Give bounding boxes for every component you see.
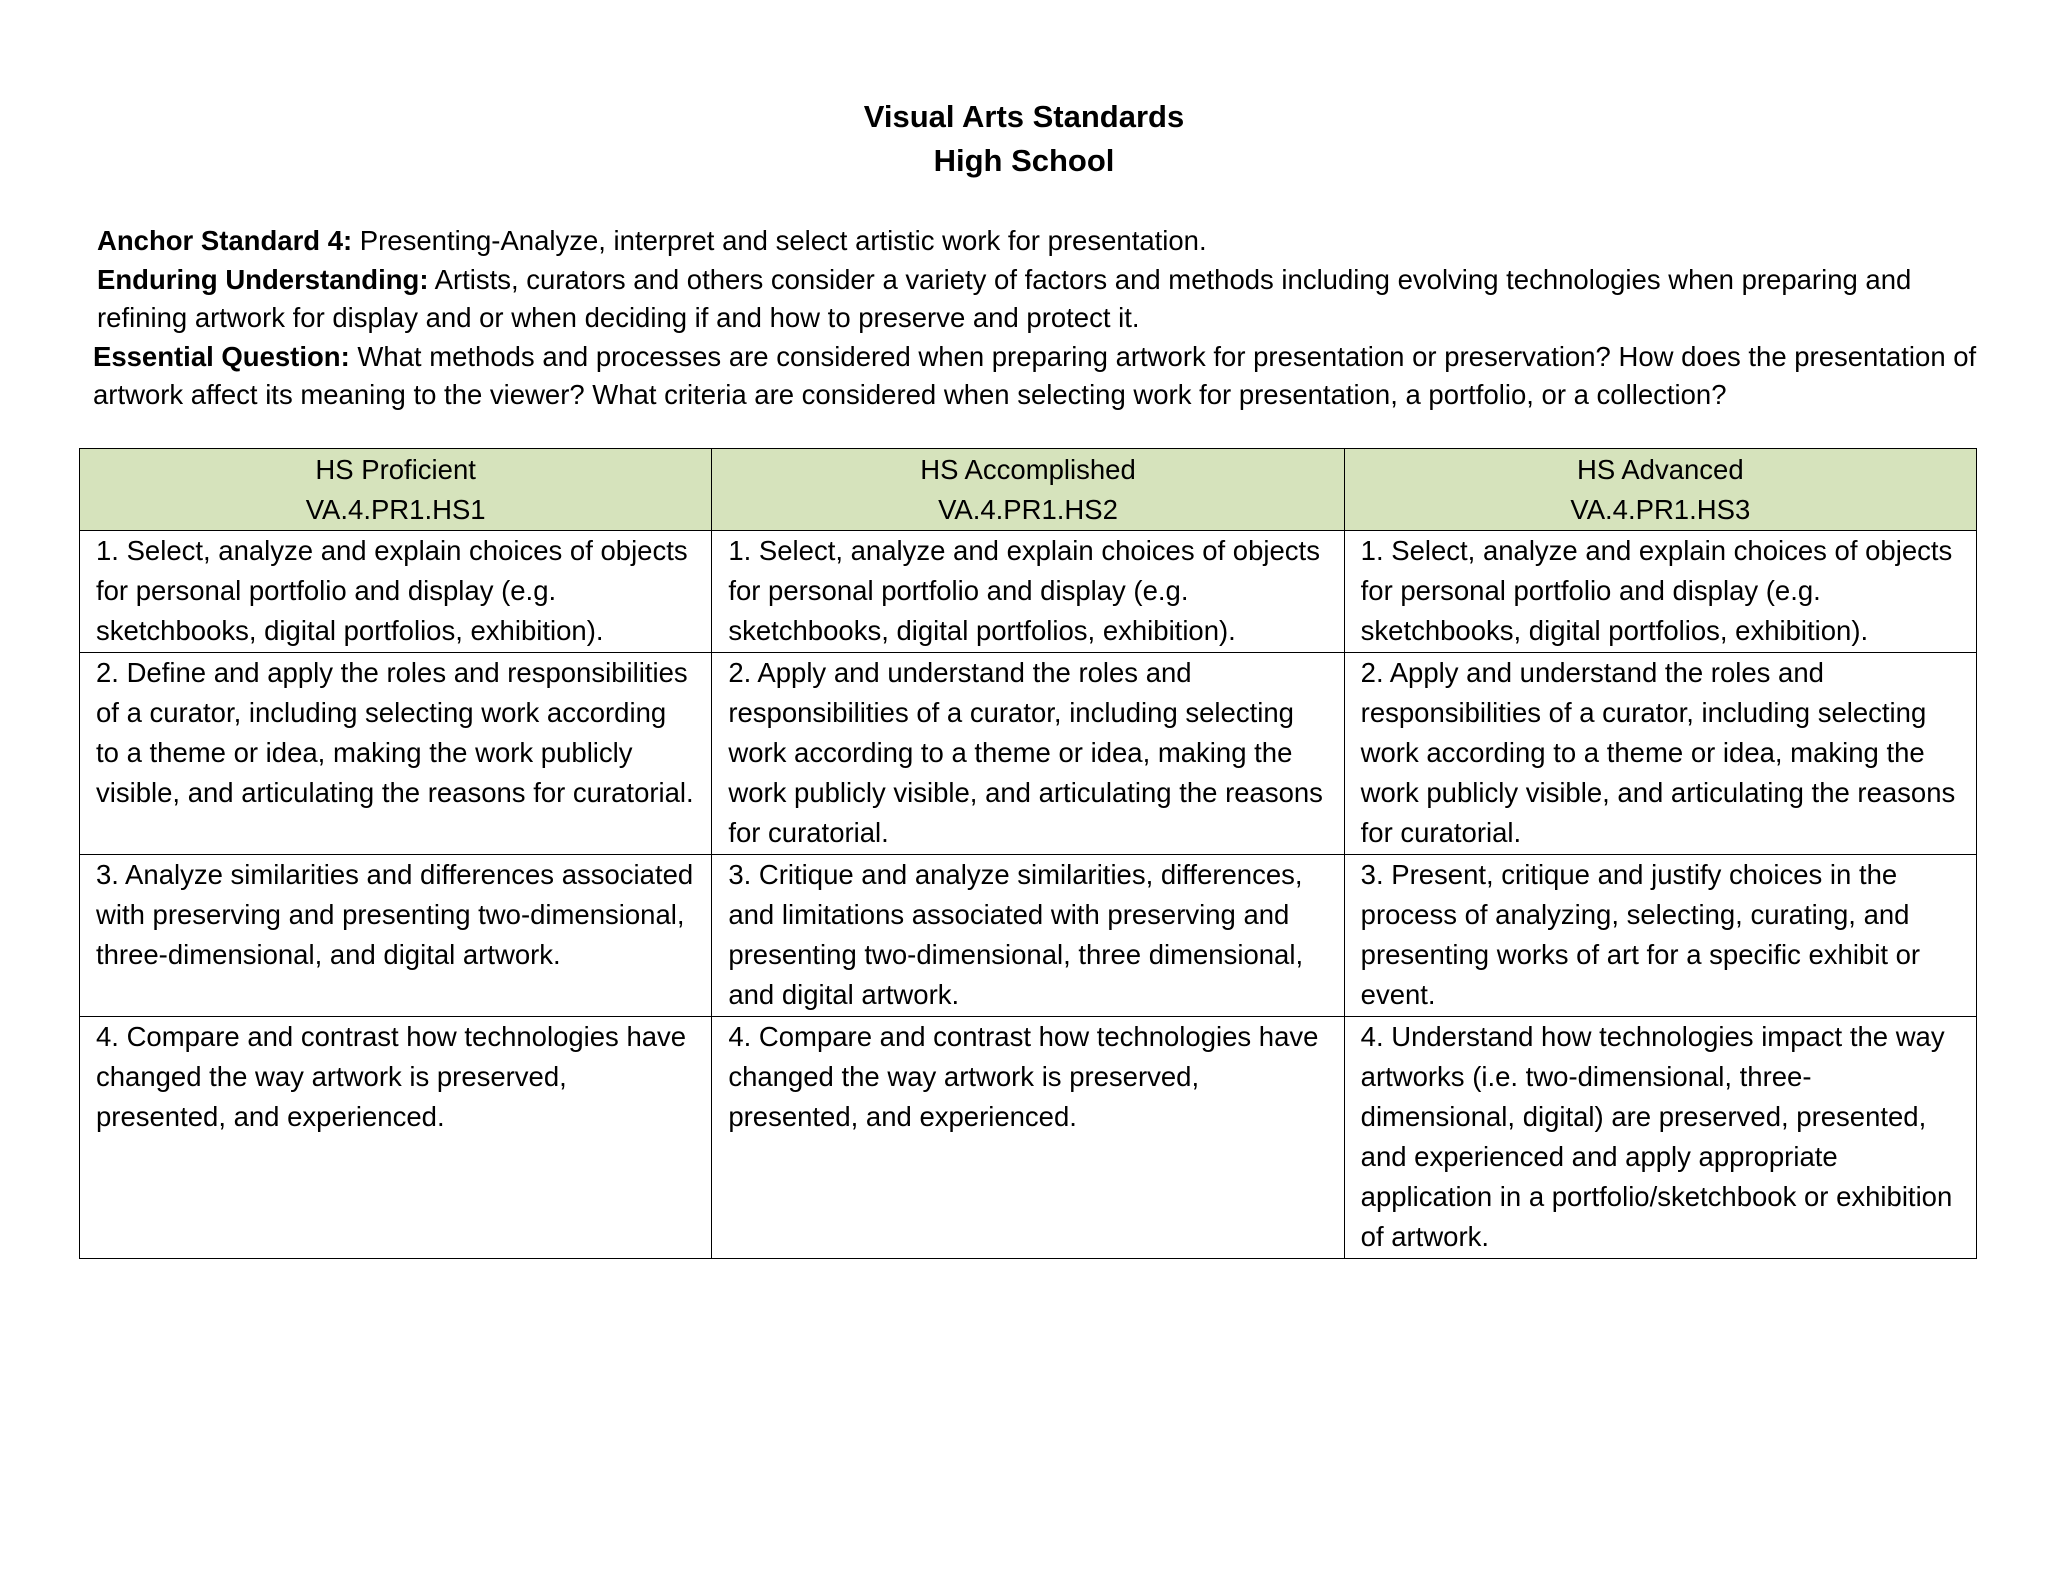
table-cell: 1. Select, analyze and explain choices of objects for personal portfolio and display (e.g. sketchbooks, digital portfolios, exhibition). [80,531,712,653]
table-cell: 3. Analyze similarities and differences associated with preserving and presenting two-dimensional, three-dimensional, and digital artwork. [80,855,712,1017]
table-cell: 2. Apply and understand the roles and responsibilities of a curator, including selecting work according to a theme or idea, making the work publicly visible, and articulating the reasons for curatorial. [712,653,1344,855]
column-code: VA.4.PR1.HS1 [305,494,486,525]
essential-question-text: What methods and processes are considered when preparing artwork for presentation or preservation? How does the presentation of artwork affect its meaning to the viewer? What criteria are considered when selecting work for presentation, a portfolio, or a collection? [93,340,1977,410]
table-cell: 4. Compare and contrast how technologies have changed the way artwork is preserved, presented, and experienced. [80,1017,712,1259]
table-cell: 1. Select, analyze and explain choices of objects for personal portfolio and display (e.g. sketchbooks, digital portfolios, exhibition). [712,531,1344,653]
table-header-row [80,449,1977,531]
column-header-advanced [1344,449,1976,531]
anchor-standard [97,222,1977,261]
document-title: Visual Arts Standards [863,99,1185,134]
enduring-understanding-label: Enduring Understanding: [97,263,429,295]
table-cell: 1. Select, analyze and explain choices of objects for personal portfolio and display (e.g. sketchbooks, digital portfolios, exhibition). [1344,531,1976,653]
column-code: VA.4.PR1.HS2 [938,494,1118,525]
column-code: VA.4.PR1.HS3 [1570,494,1751,525]
standard-intro [93,222,1977,415]
column-level: HS Proficient [315,454,476,485]
table-cell: 2. Define and apply the roles and responsibilities of a curator, including selecting work according to a theme or idea, making the work publicly visible, and articulating the reasons for curatorial. [80,653,712,855]
anchor-standard-text: Presenting-Analyze, interpret and select artistic work for presentation. [352,225,1207,256]
column-header-proficient [80,449,712,531]
anchor-standard-label: Anchor Standard 4: [97,225,353,256]
table-cell: 4. Compare and contrast how technologies have changed the way artwork is preserved, presented, and experienced. [712,1017,1344,1259]
enduring-understanding-text: Artists, curators and others consider a variety of factors and methods including evolving technologies when preparing and refining artwork for display and or when deciding if and how to preserve and protect it. [97,263,1912,333]
table-row [80,531,1977,653]
standards-table [79,448,1977,1259]
document-subtitle: High School [933,143,1115,178]
table-row [80,1017,1977,1259]
column-header-accomplished [712,449,1344,531]
enduring-understanding [97,261,1977,338]
table-row [80,653,1977,855]
essential-question [93,338,1977,415]
table-cell: 4. Understand how technologies impact the way artworks (i.e. two-dimensional, three-dimensional, digital) are preserved, presented, and experienced and apply appropriate application in a portfolio/sketchbook or exhibition of artwork. [1344,1017,1976,1259]
table-cell: 2. Apply and understand the roles and responsibilities of a curator, including selecting work according to a theme or idea, making the work publicly visible, and articulating the reasons for curatorial. [1344,653,1976,855]
table-row [80,855,1977,1017]
table-cell: 3. Present, critique and justify choices in the process of analyzing, selecting, curating, and presenting works of art for a specific exhibit or event. [1344,855,1976,1017]
column-level: HS Accomplished [920,454,1136,485]
column-level: HS Advanced [1577,454,1744,485]
table-cell: 3. Critique and analyze similarities, differences, and limitations associated with preserving and presenting two-dimensional, three dimensional, and digital artwork. [712,855,1344,1017]
document-heading [0,95,2048,183]
essential-question-label: Essential Question: [93,340,350,372]
